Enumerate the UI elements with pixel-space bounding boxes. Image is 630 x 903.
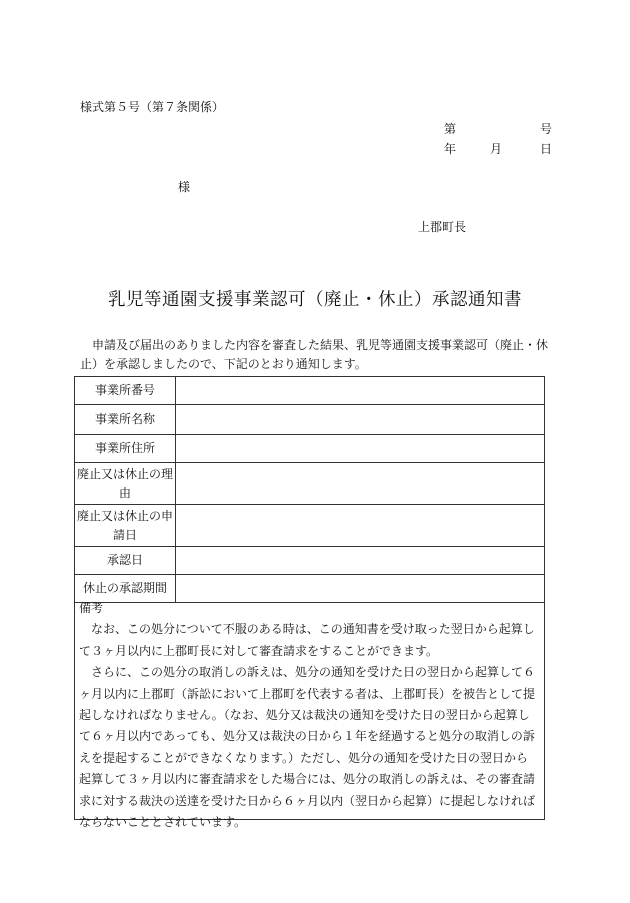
field-label: 廃止又は休止の理由 [75, 463, 176, 505]
field-label: 廃止又は休止の申請日 [75, 505, 176, 547]
date-month: 月 [490, 142, 503, 156]
field-value [176, 377, 545, 405]
remarks-box [74, 598, 545, 830]
field-row-office-number [75, 377, 545, 405]
remarks-paragraph-appeal: なお、この処分について不服のある時は、この通知書を受け取った翌日から起算して３ヶ月以内に上郡町長に対して審査請求をすることができます。 [79, 622, 535, 658]
field-row-approval-date [75, 547, 545, 575]
field-label: 事業所番号 [75, 377, 176, 405]
fields-table [74, 376, 545, 603]
field-value [176, 505, 545, 547]
remarks-paragraph-lawsuit: さらに、この処分の取消しの訴えは、処分の通知を受けた日の翌日から起算して６ヶ月以内に上郡町（訴訟において上郡町を代表する者は、上郡町長）を被告として提起しなければなりません。（なお、処分又は裁決の通知を受けた日の翌日から起算して６ヶ月以内であっても、処分又は裁決の日から１年を経過すると処分の取消しの訴えを提起することができなくなります。）ただし、処分の通知を受けた日の翌日から起算して３ヶ月以内に審査請求をした場合には、処分の取消しの訴えは、その審査請求に対する裁決の送達を受けた日から６ヶ月以内（翌日から起算）に提起しなければならないこととされています。 [79, 665, 536, 830]
date-day: 日 [540, 142, 553, 156]
remarks-heading: 備考 [79, 601, 104, 615]
form-number: 様式第５号（第７条関係） [80, 100, 225, 114]
field-row-office-address [75, 435, 545, 463]
number-prefix: 第 [444, 122, 457, 136]
field-value [176, 435, 545, 463]
number-suffix: 号 [540, 122, 553, 136]
field-label: 事業所名称 [75, 405, 176, 435]
field-value [176, 405, 545, 435]
issuer: 上郡町長 [418, 220, 467, 234]
field-label: 休止の承認期間 [75, 575, 176, 603]
field-row-application-date [75, 505, 545, 547]
addressee-honorific: 様 [178, 180, 191, 194]
field-value [176, 547, 545, 575]
field-label: 事業所住所 [75, 435, 176, 463]
field-value [176, 463, 545, 505]
field-row-reason [75, 463, 545, 505]
intro-text: 申請及び届出のありました内容を審査した結果、乳児等通園支援事業認可（廃止・休止）を承認しましたので、下記のとおり通知します。 [80, 338, 549, 371]
date-year: 年 [444, 142, 457, 156]
field-row-office-name [75, 405, 545, 435]
document-title: 乳児等通園支援事業認可（廃止・休止）承認通知書 [108, 290, 522, 310]
field-label: 承認日 [75, 547, 176, 575]
